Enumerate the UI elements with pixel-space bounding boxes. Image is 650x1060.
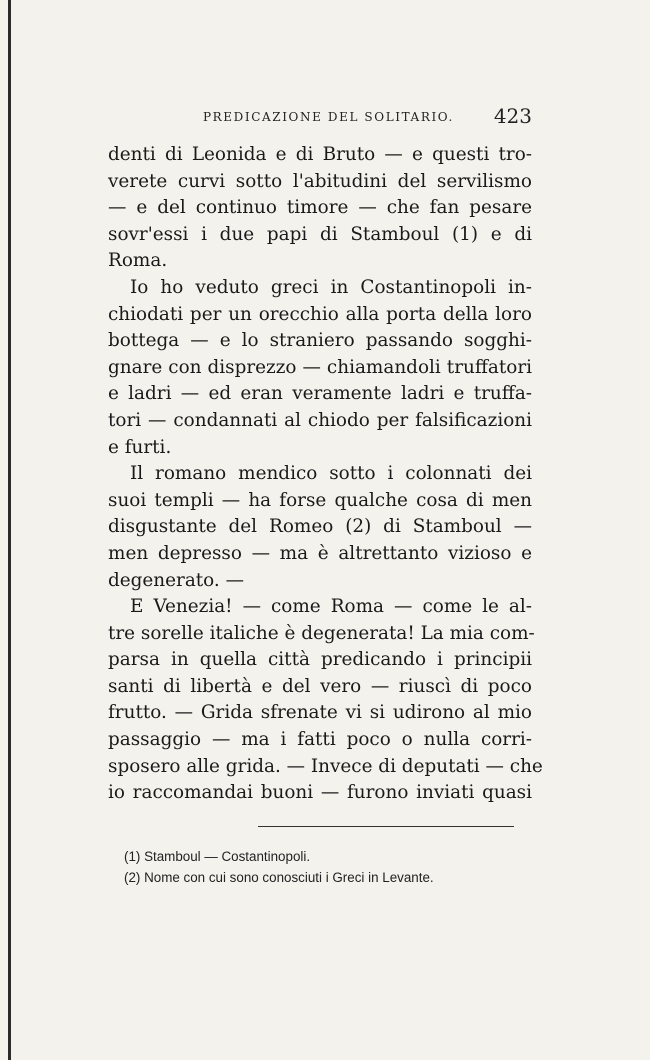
- running-head: [108, 100, 532, 132]
- text-line: tre sorelle italiche è degenerata! La mia com-: [108, 622, 535, 644]
- text-line: Io ho veduto greci in Costantinopoli in-: [130, 276, 532, 298]
- text-line: E Venezia! — come Roma — come le al-: [130, 596, 532, 618]
- text-line: io raccomandai buoni — furono inviati quasi: [108, 782, 532, 804]
- text-line: gnare con disprezzo — chiamandoli truffatori: [108, 356, 532, 378]
- footnotes: [124, 846, 544, 888]
- book-page: [108, 100, 543, 885]
- text-line: disgustante del Romeo (2) di Stamboul —: [108, 516, 532, 538]
- text-line: sposero alle grida. — Invece di deputati — che: [108, 755, 543, 777]
- footnote-1: (1) Stamboul — Costantinopoli.: [124, 849, 311, 864]
- text-line: denti di Leonida e di Bruto — e questi tro-: [108, 144, 532, 165]
- text-line: — e del continuo timore — che fan pesare: [108, 197, 532, 219]
- text-line: frutto. — Grida sfrenate vi si udirono al mio: [108, 702, 532, 724]
- text-line: Il romano mendico sotto i colonnati dei: [130, 463, 532, 485]
- footnote-2: (2) Nome con cui sono conosciuti i Greci in Levante.: [124, 870, 434, 885]
- text-line: verete curvi sotto l'abitudini del servilismo: [108, 170, 532, 192]
- page-binding-edge: [8, 0, 11, 1060]
- text-line: chiodati per un orecchio alla porta della loro: [108, 303, 532, 325]
- text-line: tori — condannati al chiodo per falsificazioni: [108, 409, 532, 431]
- text-line: parsa in quella città predicando i principii: [108, 649, 532, 671]
- text-line: santi di libertà e del vero — riuscì di poco: [108, 675, 532, 697]
- text-line: bottega — e lo straniero passando sogghi-: [108, 330, 532, 352]
- text-line: men depresso — ma è altrettanto vizioso e: [108, 542, 532, 564]
- text-line: passaggio — ma i fatti poco o nulla corri-: [108, 729, 532, 751]
- text-line: e furti.: [108, 436, 172, 458]
- running-title: PREDICAZIONE DEL SOLITARIO.: [203, 110, 454, 124]
- text-line: e ladri — ed eran veramente ladri e truffa-: [108, 383, 532, 405]
- text-line: degenerato. —: [108, 569, 245, 591]
- page-number: 423: [493, 104, 532, 128]
- text-line: sovr'essi i due papi di Stamboul (1) e di: [108, 223, 532, 245]
- body-text: [108, 142, 543, 807]
- footnote-divider: [258, 826, 514, 827]
- text-line: Roma.: [108, 250, 168, 272]
- text-line: suoi templi — ha forse qualche cosa di men: [108, 489, 532, 511]
